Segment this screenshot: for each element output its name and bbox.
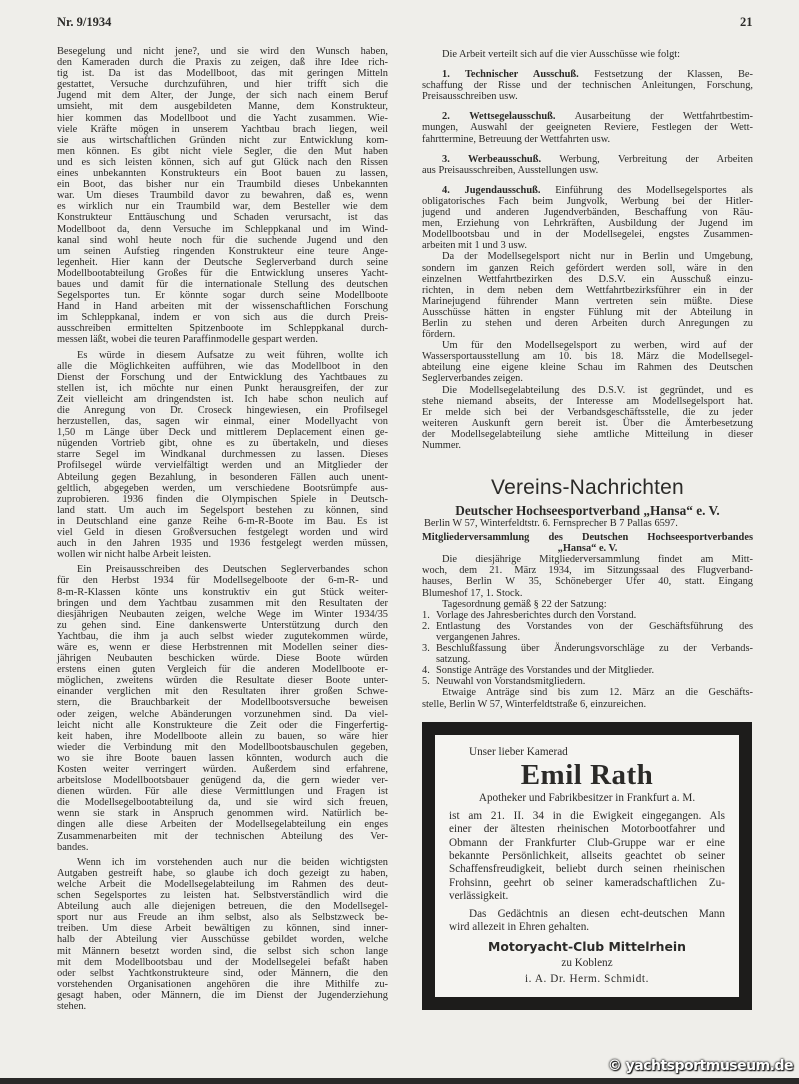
text-line: baues und damit für die internationale Stellung des deutschen — [57, 278, 388, 290]
agenda-number: 3. — [422, 643, 430, 655]
text-line: Modellbootabteilung Großes für die Entwicklung unseres Yacht- — [57, 267, 388, 279]
text-line: Autgaben gestreift habe, so glaube ich doch gezeigt zu haben, — [57, 867, 388, 879]
intro-paragraph — [422, 49, 753, 60]
org-name: Deutscher Hochseesportverband „Hansa“ e. V. — [455, 503, 720, 518]
meeting-title — [422, 532, 753, 554]
text-line: men können. Es gibt nicht viele Segler, die den Mut haben — [57, 145, 388, 157]
obituary-line: verlässigkeit. — [449, 890, 509, 903]
text-line: viele Kräfte mögen in unserem Yachtbau brach liegen, weil — [57, 123, 388, 135]
text-line: oder selbst Yachtkonstrukteure sind, oder Männern, die den — [57, 967, 388, 979]
text-line: Modellbootsbau und in der Modellsegelei, engstes Zusammen- — [422, 229, 753, 241]
text-line: obligatorisches Fach beim Jungvolk, Werbung bei der Hitler- — [422, 195, 753, 207]
text-line: für den Herbst 1934 für Modellsegelboote der 6-m-R- und — [57, 575, 388, 587]
obituary-line: Schaffensfreudigkeit, beliebt durch seinen rheinischen — [449, 863, 725, 876]
watermark: © yachtsportmuseum.de — [607, 1058, 793, 1074]
text-line: zuprobieren. 1936 finden die Olympischen Spiele in Deutsch- — [57, 493, 388, 505]
text-line: stehe niemand abseits, der Interesse am Modellsegelsport hat. — [422, 395, 753, 407]
text-line: Zusammenarbeiten mit der technischen Abteilung des Ver- — [57, 830, 388, 842]
text-line: Modellboot da, denn Versuche im Schleppkanal und im Wind- — [57, 223, 388, 235]
paragraph — [57, 857, 388, 1012]
text-line: Es würde in diesem Aufsatze zu weit führen, wollte ich — [77, 349, 388, 361]
committee-item — [422, 154, 753, 176]
paragraph — [422, 385, 753, 452]
obituary-line: einer der ältesten rheinischen Motorbootfahrer und — [449, 823, 725, 836]
agenda-item — [422, 643, 753, 665]
text-line: dingen alle diese Arbeiten der Modellsegelabteilung ein enges — [57, 819, 388, 831]
text-line: Die Arbeit verteilt sich auf die vier Ausschüsse wie folgt: — [442, 49, 681, 60]
text-line: aus Preisausschreiben, Ausstellungen usw. — [422, 164, 599, 176]
text-line: Zeit vielleicht am dringendsten ist. Ich habe schon neulich auf — [57, 393, 388, 405]
text-line: umsieht, mit dem ausgebildeten Manne, dem Konstrukteur, — [57, 101, 388, 113]
text-line — [422, 154, 753, 165]
meeting-title-line: „Hansa“ e. V. — [557, 543, 618, 555]
text-line: fahrttermine, Betreuung der Wettfahrten usw. — [422, 133, 611, 145]
agenda-text: Beschlußfassung über Änderungsvorschläge zu der Verbands- — [436, 643, 753, 655]
text-line: kanal sind wohl heute noch für die suchende Jugend und den — [57, 234, 388, 246]
text-line: Marinejugend führender Mann vertreten sein müßte. Diese — [422, 295, 753, 307]
text-line: Jugend mit dem Alter, der Junge, der sich nach einem Beruf — [57, 90, 388, 102]
section-title: Vereins-Nachrichten — [491, 476, 684, 499]
text-line: ein Boot, das bisher nur ein Traumbild dieses Unbekannten — [57, 179, 388, 191]
text-line: Ausschüsse hätten in engster Fühlung mit der Abteilung in — [422, 306, 753, 318]
obituary-line: bekannte Persönlichkeit, allseits geachtet ob seiner — [449, 849, 725, 862]
text-line: Preisausschreiben usw. — [422, 91, 518, 103]
committee-item — [422, 185, 753, 252]
obituary-line: ist am 21. II. 34 in die Ewigkeit eingegangen. Als — [449, 809, 725, 822]
text-line: starre Segel im Windkanal durchmessen zu lassen. Dieses — [57, 449, 388, 461]
text-line: es wirklich nur ein Traumbild war, dem Besteller wie dem — [57, 201, 388, 213]
agenda-intro: Tagesordnung gemäß § 22 der Satzung: — [442, 598, 607, 610]
text-line: viel Geld in diesen Großversuchen festgelegt worden und wird — [57, 527, 388, 539]
text-line: Abteilung auch alle diejenigen betreuen, die den Modellsegel- — [57, 901, 388, 913]
text-line: messen läßt, wobei die teuren Paraffinmodelle gespart werden. — [57, 334, 318, 346]
text-line: bandes. — [57, 841, 89, 853]
text-line: Etwaige Anträge sind bis zum 12. März an die Geschäfts- — [442, 687, 753, 699]
committee-description: Ausarbeitung der Wettfahrtbestim- — [574, 111, 753, 123]
text-line: richten, in dem neben dem Wettfahrtbezirksführer ein in der — [422, 284, 753, 296]
text-line: Die Modellsegelabteilung des D.S.V. ist gegründet, und es — [442, 384, 753, 396]
issue-number: Nr. 9/1934 — [57, 15, 112, 29]
text-line: gestattet, Versuche durchzuführen, und hier trifft sich die — [57, 79, 388, 91]
agenda-item — [422, 610, 753, 621]
text-line: im Schleppkanal, indem er von sich aus die durch Preis- — [57, 312, 388, 324]
agenda-text: Vorlage des Jahresberichtes durch den Vorstand. — [436, 609, 637, 621]
meeting-title-line: Mitgliederversammlung des Deutschen Hochseesportverbandes — [422, 532, 753, 544]
text-line: weiteren Auskunft gern bereit ist. Über die Ämterbesetzung — [422, 417, 753, 429]
text-line: Abteilung gegen Bezahlung, in besonderen Fällen auch unent- — [57, 471, 388, 483]
agenda-text: Sonstige Anträge des Vorstandes und der Mitglieder. — [436, 665, 655, 677]
text-line: stelle, Berlin W 57, Winterfeldtstraße 6, einzureichen. — [422, 698, 647, 710]
obituary-line: Das Gedächtnis an diesen echt-deutschen Mann — [469, 907, 725, 920]
text-line: wenn sie stark in Anspruch genommen wird. Natürlich be- — [57, 808, 388, 820]
text-line: Yachtbau, die ihm ja auch selbst wieder zugutekommen würde, — [57, 630, 388, 642]
paragraph — [57, 46, 388, 346]
text-line: welche Arbeit die Modellsegelabteilung im Rahmen des deut- — [57, 878, 388, 890]
committee-title: 3. Werbeausschuß. — [442, 153, 542, 165]
agenda-text: satzung. — [436, 654, 471, 666]
club-city: zu Koblenz — [561, 956, 613, 969]
signature: i. A. Dr. Herm. Schmidt. — [524, 973, 650, 986]
text-line: ausschreiben ermittelten Spitzenboote im Schleppkanal durch- — [57, 323, 388, 335]
text-line: Besegelung und nicht jene?, und sie wird den Wunsch haben, — [57, 46, 388, 57]
text-line: fördern. — [422, 329, 456, 341]
text-line: herzustellen, das, sagen wir einmal, einer Modellyacht von — [57, 416, 388, 428]
paragraph — [57, 350, 388, 561]
agenda-item — [422, 621, 753, 643]
text-line: Er melde sich bei der Verbandsgeschäftsstelle, die zu jeder — [422, 406, 753, 418]
text-line: Seglerverbandes zeigen. — [422, 373, 523, 385]
text-line: 1,50 m Länge über Deck und mittlerem Deplacement einen ge- — [57, 427, 388, 439]
text-line: eines unbekannten Konstrukteurs ein Boot bauen zu lassen, — [57, 168, 388, 180]
obituary-notice — [422, 722, 752, 1010]
agenda-item — [422, 665, 753, 676]
text-line: keit haben, ihre Modellboote allein zu bauen, so wäre hier — [57, 730, 388, 742]
text-line: treiben. Um diese Arbeit bewältigen zu können, sind inner- — [57, 923, 388, 935]
scan-edge — [0, 1078, 799, 1084]
text-line: geltlich, abgegeben werden, um verschiedene Bootsrümpfe aus- — [57, 482, 388, 494]
obituary-intro: Unser lieber Kamerad — [469, 746, 568, 758]
text-line: Wassersportausstellung am 10. bis 18. März die Modellsegel- — [422, 351, 753, 363]
right-column — [422, 46, 753, 451]
text-line: stern, die Brauchbarkeit der Modellbootsversuche beweisen — [57, 697, 388, 709]
text-line: land statt. Um auch im Segelsport bestehen zu können, sind — [57, 504, 388, 516]
left-column — [57, 46, 388, 1016]
agenda-text: vergangenen Jahres. — [436, 631, 521, 643]
committee-item — [422, 69, 753, 102]
text-line: schen Segelsportes zu leisten hat. Selbstverständlich wird die — [57, 890, 388, 902]
agenda-number: 4. — [422, 665, 430, 677]
text-line: schaffung der Risse und der technischen Anleitungen, Forschung, — [422, 80, 753, 92]
text-line: arbeitslose Modellbootsbauer genügend da, die gern wieder ver- — [57, 775, 388, 787]
club-name: Motoryacht-Club Mittelrhein — [488, 939, 686, 955]
text-line: legenheit. Hier kann der Deutsche Seglerverband durch seine — [57, 256, 388, 268]
text-line: Kosten weiter verringert würden. Außerdem sind erfahrene, — [57, 764, 388, 775]
text-line: jugend und anderen Jugendverbänden, Beschaffung von Räu- — [422, 207, 753, 219]
agenda-number: 2. — [422, 620, 430, 632]
text-line: mit dem Modellbootsbau und der Modellsegelei befaßt haben — [57, 956, 388, 968]
address-line: Berlin W 57, Winterfeldtstr. 6. Fernsprecher B 7 Pallas 6597. — [424, 518, 678, 529]
text-line: jährigen Neubauten beschicken würde. Diese Boote würden — [57, 653, 388, 665]
obituary-title: Apotheker und Fabrikbesitzer in Frankfurt a. M. — [478, 792, 696, 805]
text-line — [422, 69, 753, 80]
committee-title: 1. Technischer Ausschuß. — [442, 69, 579, 81]
text-line: Wenn ich im vorstehenden auch nur die beiden wichtigsten — [77, 856, 388, 868]
text-line: wäre es, wenn er diese Herbstrennen mit Modellen seiner dies- — [57, 641, 388, 653]
text-line: halb der Abteilung vier Ausschüsse gebildet worden, welche — [57, 934, 388, 946]
text-line: wo sie ihre Boote bauen lassen könnten, wodurch auch die — [57, 752, 388, 764]
text-line: vorstehenden Organisationen angehören die ihre Mithilfe zu- — [57, 978, 388, 990]
text-line: auch in den Jahren 1935 und 1936 festgelegt werden müssen, — [57, 538, 388, 550]
text-line: wieder die Verbindung mit den Modellbootsbauschulen gegeben, — [57, 741, 388, 753]
obituary-line: Obmann der Frankfurter Club-Gruppe war er eine — [449, 836, 725, 849]
text-line: sie aus wirtschaftlichen Gründen nicht zur Entwicklung kom- — [57, 134, 388, 146]
agenda-text: Entlastung des Vorstandes von der Geschäftsführung des — [436, 620, 753, 632]
text-line — [422, 185, 753, 196]
text-line: gesagt haben, oder Männern, die im Dienst der Jugenderziehung — [57, 989, 388, 1001]
text-line: diesjährigen Neubauten zeigen, welche Wege im Winter 1934/35 — [57, 608, 388, 620]
text-line: alle die Möglichkeiten aufführen, wie das Modellboot in den — [57, 360, 388, 372]
text-line: hier kommen das Modellboot und die Yacht zusammen. Wie- — [57, 112, 388, 124]
text-line: Hand in Hand arbeiten mit der wissenschaftlichen Forschung — [57, 301, 388, 313]
obituary-line: wird allezeit in Ehren gehalten. — [449, 920, 590, 933]
text-line: 8-m-R-Klassen könte uns konstruktiv ein gut Stück weiter- — [57, 586, 388, 598]
paragraph — [422, 340, 753, 384]
text-line: einander verglichen mit den Resultaten ihrer großen Schwe- — [57, 686, 388, 698]
text-line: die Anregung von Dr. Croseck hingewiesen, ein Profilsegel — [57, 405, 388, 416]
text-line: sondern im ganzen Reich gefördert werden soll, wäre in den — [422, 262, 753, 274]
text-line: den Kameraden durch die Praxis zu zeigen, daß ihre Idee rich- — [57, 57, 388, 69]
committee-title: 4. Jugendausschuß. — [442, 184, 541, 196]
text-line: Ein Preisausschreiben des Deutschen Seglerverbandes schon — [77, 564, 388, 576]
text-line: tig ist. Da ist das Modellboot, das mit geringen Mitteln — [57, 68, 388, 80]
text-line: der Modellsegelabteilung siehe amtliche Mitteilung in dieser — [422, 428, 753, 440]
committee-description: Festsetzung der Klassen, Be- — [594, 69, 753, 81]
text-line: stehen. — [57, 1000, 87, 1012]
obituary-name: Emil Rath — [520, 759, 654, 792]
committee-description: Werbung, Verbreitung der Arbeiten — [559, 153, 753, 165]
text-line: Berlin zu stehen und deren Arbeiten durch Anregungen zu — [422, 317, 753, 329]
text-line: und es sich leisten können, sich auf gut Glück nach den Rissen — [57, 156, 388, 168]
text-line: mungen, Auswahl der geeigneten Reviere, Festlegen der Wett- — [422, 122, 753, 134]
text-line: woch, dem 21. März 1934, im Sitzungssaal des Flugverband- — [422, 565, 753, 577]
page-number: 21 — [740, 15, 753, 29]
text-line: Die diesjährige Mitgliederversammlung findet am Mitt- — [442, 554, 753, 566]
text-line: arbeiten mit 1 und 3 usw. — [422, 240, 527, 252]
text-line: Profilsegel würde vervielfältigt werden und an Mitglieder der — [57, 460, 388, 472]
text-line: hauses, Berlin W 35, Schöneberger Ufer 40, statt. Eingang — [422, 576, 753, 588]
agenda-text: Neuwahl von Vorstandsmitgliedern. — [436, 676, 586, 688]
text-line: die Modellsegelbootabteilung da, und sie wird sich freuen, — [57, 797, 388, 809]
text-line: leicht nicht alle Konstrukteure die Zeit oder die Fingerfertig- — [57, 719, 388, 731]
text-line: in Deutschland eine ganze Reihe 6-m-R-Boote im Bau. Es ist — [57, 515, 388, 527]
text-line: Segelsportes tun. Er könnte sogar durch seine Modellboote — [57, 290, 388, 302]
committee-item — [422, 111, 753, 144]
agenda-number: 5. — [422, 676, 430, 688]
meeting-announcement — [422, 554, 753, 598]
text-line: um seinen Aufstieg ringenden Konstrukteur eine teure Ange- — [57, 245, 388, 257]
text-line: einzelnen Wettfahrtbezirken des D.S.V. ein Ausschuß einzu- — [422, 273, 753, 285]
text-line: zu gehen sind. Eine dankenswerte Unterstützung durch den — [57, 619, 388, 631]
closing-note — [422, 687, 753, 709]
agenda-number: 1. — [422, 609, 430, 621]
agenda-item — [422, 676, 753, 687]
text-line: Nummer. — [422, 440, 461, 451]
paragraph — [422, 251, 753, 340]
text-line: sport nur aus Freude an ihm selbst, also als Selbstzweck be- — [57, 912, 388, 924]
text-line: Konstrukteur Enttäuschung und Schaden verursacht, ist das — [57, 212, 388, 224]
text-line: stellen ist, ich möchte nur einen Punkt herausgreifen, der zur — [57, 382, 388, 394]
text-line: Dienst der Forschung und der Entwicklung des Yachtbaues zu — [57, 371, 388, 383]
text-line: möglichen, zweitens würden die Resultate dieser Boote unter- — [57, 675, 388, 687]
text-line: Um für den Modellsegelsport zu werben, wird auf der — [442, 340, 753, 352]
text-line: oder zeigen, welche Abänderungen vorzunehmen sind. Da viel- — [57, 708, 388, 720]
text-line: bringen und dem Yachtbau zusammen mit den Resultaten der — [57, 597, 388, 609]
text-line: erstens einen guten Vergleich für die anderen Modellboote er- — [57, 664, 388, 676]
text-line: dienen würden. Für alle diese Vermittlungen und Fragen ist — [57, 786, 388, 798]
text-line: Da der Modellsegelsport nicht nur in Berlin und Umgebung, — [442, 251, 753, 263]
text-line: men, Erziehung von Lehrkräften, Ausbildung der Jugend im — [422, 218, 753, 230]
text-line: mit Männern besetzt worden sind, die selbst sich schon lange — [57, 945, 388, 957]
text-line — [422, 111, 753, 122]
text-line: Blumeshof 17, 1. Stock. — [422, 587, 523, 599]
committee-description: Einführung des Modellsegelsportes als — [555, 184, 753, 196]
paragraph — [57, 564, 388, 852]
text-line: wollen wir nicht halbe Arbeit leisten. — [57, 549, 212, 561]
news-column — [422, 518, 753, 710]
text-line: abteilung eine eigene kleine Schau im Rahmen des Deutschen — [422, 362, 753, 374]
text-line: war. Um dieses Traumbild davor zu bewahren, daß es, wenn — [57, 190, 388, 202]
text-line: nügenden Vortrieb gibt, ohne es zu übertakeln, und dieses — [57, 438, 388, 450]
obituary-line: Frohsinn, geehrt ob seiner kameradschaftlichen Zu- — [449, 876, 725, 889]
committee-title: 2. Wettsegelausschuß. — [442, 111, 556, 123]
